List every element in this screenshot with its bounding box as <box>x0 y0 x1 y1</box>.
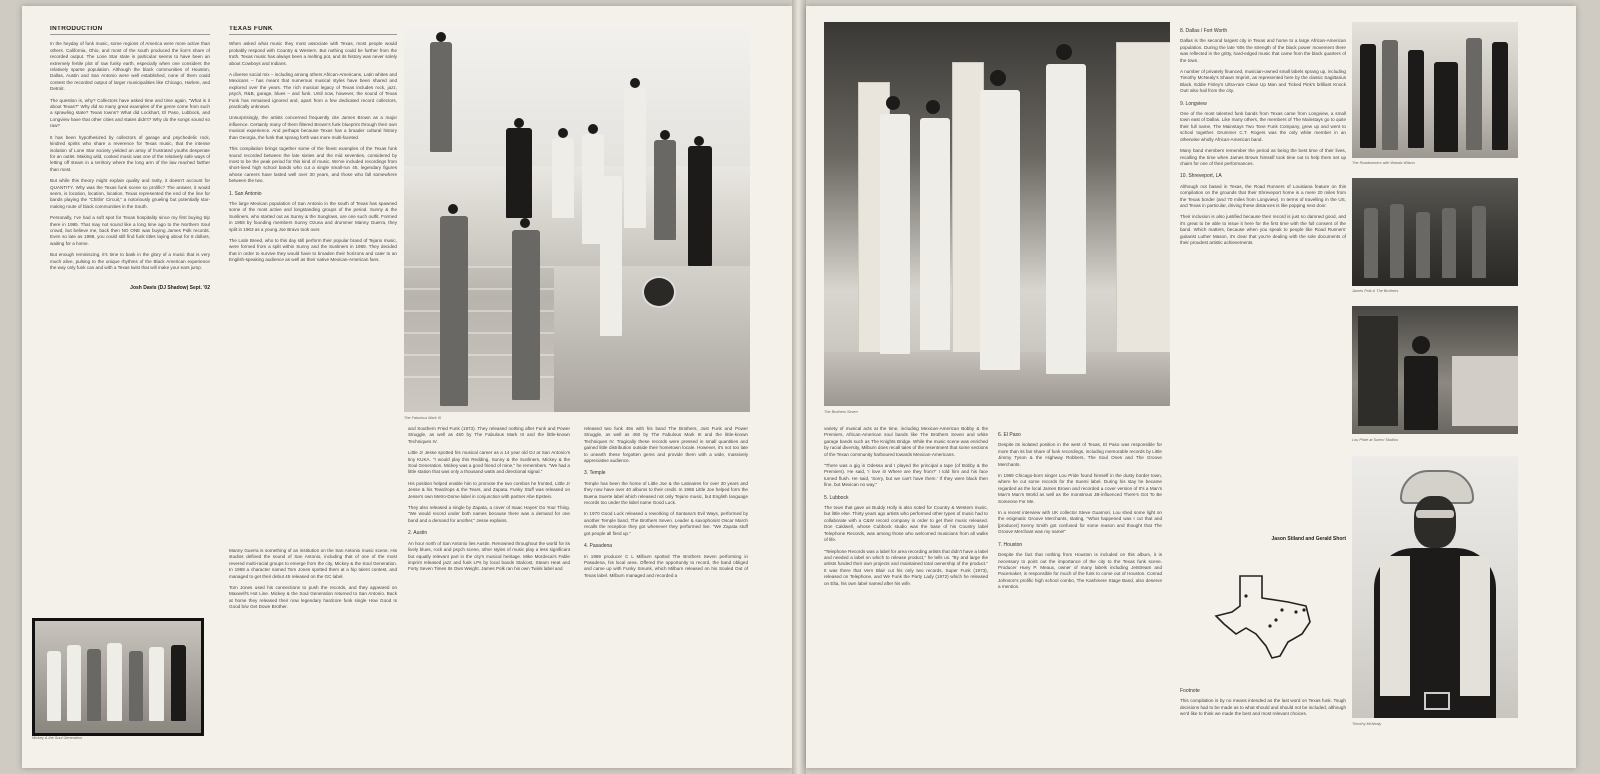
body-paragraph: His position helped enable him to promote the two combos he fronted, Little Jr Jesse & his Teardrops & the Tears, and Zapata. Funky Stuff was released on Jesse's own Metro-Dome label in conjunction with partner Abe Epstein. <box>408 480 570 499</box>
section-heading-pasadena: 4. Pasadena <box>584 543 613 550</box>
longview-paragraph: Many band members remember the period as being the best time of their lives, recalling the time when James Brown himself took time out to help them set up chairs for one of their performances. <box>1180 148 1346 166</box>
band-member <box>47 651 61 721</box>
temple-paragraph: In 1970 Good Luck released a reworking of Santana's Evil Ways, performed by another Temple band, The Brothers Seven. Leader & saxophonist Oscar March recalls the reception they got whenever they performed live. "We Zapata stuff got people all fired up." <box>584 511 748 536</box>
footnote-heading: Footnote <box>1180 688 1200 694</box>
band-member <box>1390 204 1404 278</box>
body-paragraph: They also released a single by Zapata, a cover of Isaac Hayes' Do Your Thing. "We would record under both names because there was a demand for one band and a demand for another," Jesse explains. <box>408 505 570 523</box>
photo-caption: James Polk & The Brothers <box>1352 289 1399 293</box>
band-member <box>506 128 532 218</box>
right-page <box>806 6 1576 768</box>
band-member <box>171 645 186 721</box>
band-member <box>552 138 574 218</box>
band-member <box>107 643 122 721</box>
photo-soul-generation <box>32 618 204 736</box>
body-paragraph: Little Jr Jesse spotted his musical career as a 14 year old DJ at San Antonio's tiny KUKA. "I would play this Redding, Sunny & the Sunliners, Mickey & the Soul Generation. Mickey was a good friend of mine," he remembers. "We had a little station that was only a thousand watts and directional signal." <box>408 450 570 475</box>
section-heading-austin: 2. Austin <box>408 530 428 537</box>
vest <box>1380 556 1410 696</box>
el-paso-paragraph: Despite its isolated position in the west of Texas, El Paso was responsible for more than its fair share of funk recordings, including memorable records by Little Jimmy Tyson & the Highway Robbers, The Soul Ones and The Groove Merchants. <box>998 442 1162 467</box>
section-heading-shreveport: 10. Shreveport, LA <box>1180 173 1222 180</box>
intro-paragraph: But while this theory might explain quality and rarity, it doesn't account for QUANTITY. Why was the Texas funk scene so prolific? The answer, it would seem, is location, location, location. Texas represented the end of the line for bands playing the "Chitlin' Circuit," a notoriously grueling but potentially star-making route of black communities in the South. <box>50 178 210 209</box>
lubbock-paragraph: The town that gave us Buddy Holly is also noted for Country & Western music, but little else. Thirty years ago artists who performed other types of music had to collaborate with a C&W record company in order to get their music released. Don Caldwell, whose Cubbock studio was the base of his Country label Telephone Records, was among those who welcomed musicians from all walks of life. <box>824 505 988 543</box>
austin-paragraph: An hour north of San Antonio lies Austin. Renowned throughout the world for its lively blues, rock and psych scene, other styles of music play a less significant but equally relevant part in the city's musical heritage. Mike Mordecai's Fable imprint released jazz and funk LPs by local bands Stalcost, Steam Heat and Forty Seven Times Its Own Weight. James Polk ran his own Twink label and <box>408 540 570 572</box>
band-member <box>654 140 676 240</box>
intro-paragraph: Personally, I've had a soft spot for Texas hospitality since my first buying trip there in 1995. That may not sound like a long time ago to the Northern Soul crowd, but believe me, back then NO ONE was buying James Polk records. Even so late as 1998, you could still find funk titles laying about for 8 dollars, waiting for a home. <box>50 215 210 246</box>
band-member <box>129 651 143 721</box>
band-member <box>1046 64 1086 374</box>
dallas-paragraph: A number of privately financed, musician-owned small labels sprang up, including Timothy McNealy's Shawn Imprint, as represented here by the classic Sagittarius Black. Eddie Finley's Ultra-rare Clean Up Man and Ticked Pink's brilliant Knock Out! also hail from the city. <box>1180 69 1346 94</box>
photo-caption: Lou Pride at Suemi Studios <box>1352 438 1399 442</box>
band-member <box>430 42 452 152</box>
san-antonio-paragraph: The Latin Breed, who to this day still perform their popular brand of Tejano music, were formed from a split within Sunny and the Sunliners in 1969. They decided that in order to survive they would have to broaden their horizons and cater to an English-speaking audience as well as their native Mexican-American fans. <box>229 237 397 263</box>
photo-caption: Mickey & the Soul Generation <box>32 736 83 740</box>
photo-caption: The Fabulous Mark III <box>404 416 441 420</box>
band-member <box>1466 38 1482 150</box>
band-member <box>1472 206 1486 278</box>
shreveport-paragraph: Although not based in Texas, the Road Runners of Louisiana feature on this compilation on the grounds that their Shreveport home is a mere 20 miles from the Texas border (and 70 miles from Longview). In terms of travelling in the US, and Texas in particular, driving these distances is like popping next door. <box>1180 183 1346 208</box>
band-member <box>688 146 712 266</box>
mixing-console <box>1452 356 1518 426</box>
band-member <box>1442 208 1456 278</box>
footnote-text: This compilation is by no means intended as the last word on Texas funk. Tough decisions had to be made as to what should and should not be included, although we'd like to think we made the best and most relevant choices. <box>1180 698 1346 717</box>
intro-heading: INTRODUCTION <box>50 26 210 35</box>
left-page <box>22 6 792 768</box>
body-paragraph: Tom Jones used his connections to push the records, and they appeared on Maxwell's Hot Line. Mickey & the Soul Generation returned to San Antonio. Back at home they released their now legendary hardcore funk single How Good Is Good b/w Get Down Brother. <box>229 585 397 610</box>
singer <box>1404 356 1438 430</box>
face <box>1414 496 1456 548</box>
text-column-4 <box>408 426 570 748</box>
band-member <box>87 649 101 721</box>
photo-roadrunners <box>1352 22 1518 158</box>
intro-column <box>50 26 210 586</box>
photo-brothers-seven <box>824 22 1170 406</box>
texas-funk-paragraph: A diverse social mix – including among others African-Americans, Latin whites and Mexicans – has meant that numerous musical styles have been shared and explored over the years. The rich musical legacy of Texas includes rock, jazz, psych, R&B, garage, blues – and funk. Until now, however, the sound of Texas Funk has remained ignored and, apart from a few dedicated record collectors, practically unknown. <box>229 72 397 110</box>
band-member <box>1360 44 1376 148</box>
band-member <box>1434 62 1458 152</box>
houston-paragraph: Despite the fact that nothing from Houston is included on this album, it is necessary to point out the importance of the city to the Texas funk scene. Producer Huey P. Meaux, owner of many labels including Jetstream and Pacemaker, is responsible for much of the funk to come out of Houston. Conrad Johnson's prolific high school combo, The Kashmere Stage Band, also deserve a mention. <box>998 552 1162 590</box>
band-member <box>920 118 950 350</box>
pasadena-paragraph: In 1969 producer C L Milburn spotted The Brothers Seven performing in Pasadena, his local area. Offered the opportunity to record, the band obliged and came up with Funky Smunk, which Milburn released on his Souled Out of Texas label. Milburn managed and recorded a <box>584 553 748 578</box>
right-signature: Jason Stiland and Gerald Short <box>1271 536 1346 542</box>
dallas-paragraph: Dallas is the second largest city in Texas and home to a large African-American population. During the late '60s the strength of the black power movement there was reflected in the gritty, hard-edged music that came from the black quarters of the town. <box>1180 38 1346 63</box>
longview-paragraph: One of the most talented funk bands from Texas came from Longview, a small town east of Dallas. Like many others, the members of The Mainstays go to quite their full name, The Mainstays Two Tone Funk Company, grew up and went to school together. Drummer C.T. Rogers was the only white member in an otherwise wholly African-American band. <box>1180 111 1346 142</box>
photo-caption: Timothy McNealy <box>1352 722 1382 726</box>
section-heading-lubbock: 5. Lubbock <box>824 494 849 501</box>
gatefold-spine <box>792 0 806 774</box>
vest <box>1460 556 1490 696</box>
text-column-3 <box>229 548 397 748</box>
body-paragraph: and Southern Fried Funk (1973). They released nothing after Funk and Power Struggle, as well as 450 by The Fabulous Mark III and the little-known Techniques IV. <box>408 426 570 444</box>
intro-paragraph: In the heyday of funk music, some regions of America were more active than others. California, Ohio, and most of the south produced the lion's share of recorded output. The Lone Star state in particular seems to have been an extremely fertile plot of raw funky earth, especially when one considers the relatively sparse population. Although the black communities of Houston, Dallas, Austin and San Antonio were well established, none of them could contest the recorded output of larger municipalities like Chicago, Harlem, and Detroit. <box>50 41 210 92</box>
photo-timothy-mcnealy <box>1352 456 1518 718</box>
body-paragraph: released two funk 45s with his band The Brothers, Just Funk and Power Struggle, as well as 450 by The Fabulous Mark III and the little-known Techniques IV. Tragically these records were pressed in small quantities and gained little distribution outside their hometown locale. However, it's not too late to unearth these forgotten gems and provide them with a wide, massively appreciative audience. <box>584 426 748 464</box>
san-antonio-paragraph: The large Mexican population of San Antonio in the south of Texas has spawned some of the most active and longstanding groups of the period. Sunny & the Sunliners, who started out as Sunny & the Sunglows, are one such outfit. Formed in 1958 by founding members Sunny Ozuna and drummer Manny Guerra, they split in 1963 as a young Joe Bravo took over. <box>229 200 397 232</box>
belt-buckle <box>1424 692 1450 710</box>
section-heading-longview: 9. Longview <box>1180 100 1207 107</box>
band-member <box>512 230 540 400</box>
texas-funk-column <box>229 26 397 546</box>
band-member <box>1364 208 1378 278</box>
text-column-5 <box>584 426 748 748</box>
band-member <box>1382 40 1398 150</box>
body-paragraph: Manny Guerra is something of an institution on the San Antonio music scene. His studios defined the sound of San Antonio, including that of one of the most revered multi-racial groups to emerge from the city, Mickey & the Soul Generation. In 1969 a character named Tom Jones spotted them at a hip talent contest, and managed to get their debut 45 released on the GC label. <box>229 548 397 579</box>
right-column-2 <box>998 426 1162 748</box>
el-paso-paragraph: In 1969 Chicago-born singer Lou Pride found himself in the dusty border town, where he cut some records for the Suemi label. During his stay he became regarded as the local James Brown and recorded a cover version of It's a Man's Man's Man's World as well as the monstrous JB-influenced There's Got To Be Someone For Me. <box>998 473 1162 504</box>
lubbock-paragraph: "Telephone Records was a label for area recording artists that didn't have a label and needed a label on which to release product," he tells us. "By and large the artists funded their own projects and maintained total ownership of the product." It was there that Vern Blair cut his only two records, Super Funk (1973), released on Telephone, and We Funk the Party Lady (1972) which he released on Elta, his own label named after his wife. <box>824 548 988 586</box>
right-column-3 <box>1180 22 1346 462</box>
body-paragraph: "There was a gig in Odessa and I played the principal a tape (of Bobby & the Premiers). He said, 'I love it! Where are they from?' I told him and his face turned flush. He said, 'Sorry, but we can't have them.' If they were black then fine, but Mexican no way." <box>824 463 988 488</box>
section-heading-houston: 7. Houston <box>998 541 1023 548</box>
photo-james-polk <box>1352 178 1518 286</box>
band-member <box>1492 42 1508 150</box>
footnote <box>1180 682 1346 752</box>
band-member <box>624 88 646 228</box>
texas-funk-paragraph: When asked what music they most associate with Texas, most people would probably respond with Country & Western. But nothing could be further from the truth. Texas music has always been a melting pot, and its history was never solely about Cowboys and Indians. <box>229 41 397 66</box>
texas-funk-heading: TEXAS FUNK <box>229 26 397 35</box>
band-member <box>1408 50 1424 148</box>
band-member <box>980 90 1020 370</box>
photo-caption: The Brothers Seven <box>824 410 858 414</box>
shreveport-paragraph: Their inclusion is also justified because their record is just so damned good, and it's great to be able to issue it here for the first time with the full consent of the band. Which matters, because when you speak to people like Road Runners' guitarist Luther Mason, it's clear that you're dealing with the sole documents of their proudest artistic achievements. <box>1180 214 1346 245</box>
photo-lou-pride <box>1352 306 1518 434</box>
band-member <box>880 114 910 354</box>
equipment-rack <box>1358 316 1398 426</box>
texas-funk-paragraph: This compilation brings together some of the finest examples of the Texas funk sound recorded between the late sixties and the mid seventies, considered by most to be the peak period for this kind of music. We've included recordings from short-lived high school bands who cut a single small-run 45, legendary figures whose careers have lasted well over 30 years, and those who fall somewhere between the two. <box>229 146 397 184</box>
section-heading-dallas: 8. Dallas / Fort Worth <box>1180 28 1228 34</box>
el-paso-paragraph: In a recent interview with UK collector Steve Guarnori, Lou shed some light on the enigmatic Groove Merchants, stating, "What happened was I cut that and [producer] Kenny Smith got confused for some reason and thought that The Groove Merchant was my name!" <box>998 510 1162 535</box>
photo-caption: The Roadrunners with Wanda Wilson <box>1352 161 1415 165</box>
band-member <box>440 216 468 406</box>
section-heading-san-antonio: 1. San Antonio <box>229 190 262 197</box>
band-member <box>149 647 164 721</box>
band-member <box>67 645 81 721</box>
band-member <box>600 176 622 336</box>
texas-funk-paragraph: Unsurprisingly, the artists concerned frequently cite James Brown as a major influence. Certainly many of them filtered Brown's funk blueprint through their own musical experience. And perhaps because Texas has a broader cultural history than Georgia, the funk that sprang forth was more multi-faceted. <box>229 115 397 140</box>
intro-paragraph: But enough reminiscing, it's time to bask in the glory of a music that is very much alive, pulsing to the unique rhythms of the Black American experience the way only funk can and with a Texas twist that will make your ears jump. <box>50 252 210 270</box>
sunglasses-icon <box>1416 510 1454 518</box>
guitar-icon <box>642 276 676 308</box>
intro-signature: Josh Davis (DJ Shadow) Sept. '02 <box>130 285 210 292</box>
temple-paragraph: Temple has been the home of Little Joe & the Latinaires for over 30 years and they now have over 40 albums to their credit. In 1968 Little Joe helped form the Buena Suerte label which released not only Tejano music, but English language records too under the label name Good Luck. <box>584 480 748 506</box>
band-member <box>1416 212 1430 278</box>
intro-paragraph: It has been hypothesized by collectors of garage and psychedelic rock, kindred spirits who share a reverence for Texas music, that the intense isolation of Lone Star society yielded an array of frustrated youths desperate for an outlet. Making wild, cooked music was one of the relatively safe ways of letting off steam in a territory where the long arm of the law reached farther than most. <box>50 134 210 172</box>
texas-map-icon <box>1210 572 1320 662</box>
section-heading-temple: 3. Temple <box>584 470 606 477</box>
right-column-1 <box>824 426 988 748</box>
section-heading-el-paso: 6. El Paso <box>998 432 1021 438</box>
body-paragraph: variety of musical acts at the time, including Mexican-American Bobby & the Premiers, African-American soul bands like The Brothers Seven and white garage bands such as The Knights Bridge. While the music scene was enriched by racial diversity, Milburn does recall tales of the resentment that some sections of the Texan community harboured towards Mexican-Americans. <box>824 426 988 457</box>
intro-paragraph: The question is, why? Collectors have asked time and time again, "What is it about Texas?" Why did so many great examples of the genre come from such a sprawling state? Texas towns? What did Lockhart, El Paso, Lubbock, and Longview have that other cities and states didn't? Why do the songs sound so raw? <box>50 97 210 129</box>
photo-fabulous-mark-iii <box>404 26 750 412</box>
